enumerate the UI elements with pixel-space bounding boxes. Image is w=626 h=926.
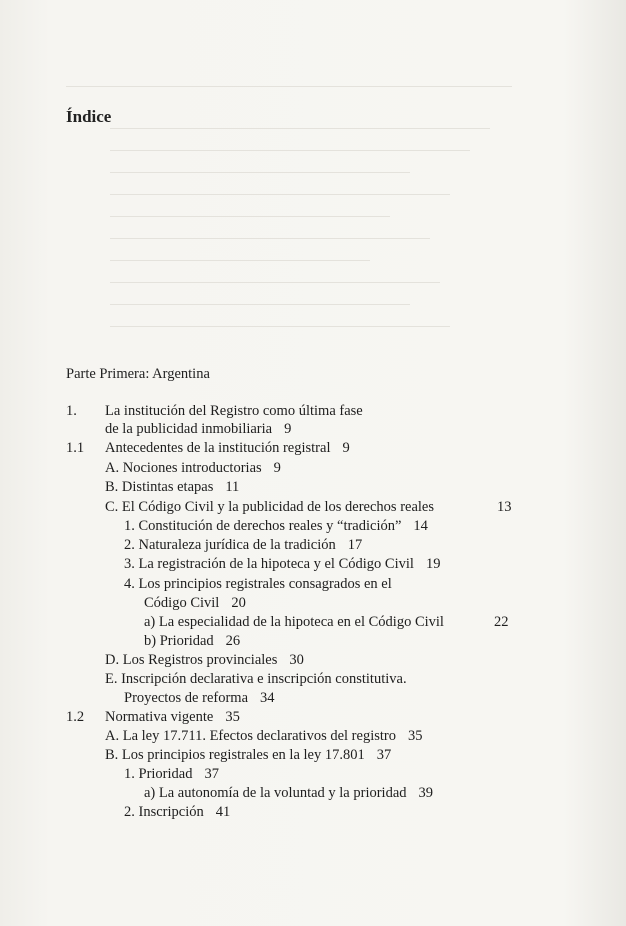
- toc-entry-text: 2. Inscripción: [124, 804, 204, 820]
- toc-entry: [124, 575, 392, 593]
- toc-entry-page: 37: [204, 766, 219, 782]
- toc-entry-text: de la publicidad inmobiliaria: [105, 421, 273, 437]
- toc-entry: [144, 613, 534, 631]
- toc-entry-page: 22: [494, 614, 509, 630]
- toc-entry: [105, 498, 525, 516]
- toc-entry-page: 26: [225, 633, 241, 649]
- toc-entry-text: D. Los Registros provinciales: [105, 652, 278, 668]
- toc-entry-text: 4. Los principios registrales consagrados en el: [124, 576, 392, 592]
- toc-entry-text: Proyectos de reforma: [124, 690, 249, 706]
- toc-entry-text: Antecedentes de la institución registral 9: [105, 440, 350, 456]
- toc-entry-text: a) La especialidad de la hipoteca en el Código Civil: [144, 614, 444, 630]
- toc-entry: [105, 746, 391, 764]
- toc-entry-page: 19: [425, 556, 441, 572]
- toc-entry: [124, 803, 230, 821]
- toc-entry: [105, 420, 291, 438]
- toc-entry-text: Normativa vigente 35: [105, 709, 240, 725]
- toc-entry-text: C. El Código Civil y la publicidad de los derechos reales: [105, 499, 435, 515]
- toc-entry-page: 41: [215, 804, 231, 820]
- toc-entry: [144, 632, 240, 650]
- toc-entry-page: 13: [497, 499, 512, 515]
- toc-entry: [105, 670, 407, 688]
- toc-entry-text: B. Distintas etapas: [105, 479, 214, 495]
- toc-entry-text: Código Civil: [144, 595, 220, 611]
- toc-entry-number: 1.2: [66, 709, 85, 725]
- toc-entry-page: 17: [347, 537, 363, 553]
- toc-entry: [124, 765, 219, 783]
- toc-entry-text: 3. La registración de la hipoteca y el Código Civil: [124, 556, 414, 572]
- toc-entry-text: A. Nociones introductorias: [105, 460, 262, 476]
- toc-entry: [105, 651, 304, 669]
- toc-entry-page: 9: [342, 440, 350, 456]
- toc-entry-text: E. Inscripción declarativa e inscripción constitutiva.: [105, 671, 407, 687]
- toc-entry-page: 9: [273, 460, 281, 476]
- toc-entry-page: 37: [376, 747, 392, 763]
- toc-entry: [124, 517, 428, 535]
- toc-entry: [105, 727, 422, 745]
- toc-entry: [105, 478, 239, 496]
- toc-entry-text: La institución del Registro como última fase: [105, 403, 363, 419]
- toc-entry-text: A. La ley 17.711. Efectos declarativos del registro: [105, 728, 396, 744]
- toc-entry: [124, 555, 440, 573]
- toc-entry-text: 2. Naturaleza jurídica de la tradición: [124, 537, 336, 553]
- toc-entry-number: 1.: [66, 403, 77, 419]
- toc-entry-page: 30: [289, 652, 304, 668]
- toc-entry-page: 14: [413, 518, 428, 534]
- toc-entry: [144, 594, 246, 612]
- toc-entry: [144, 784, 433, 802]
- toc-entry-text: a) La autonomía de la voluntad y la prioridad: [144, 785, 407, 801]
- toc-entry-page: 35: [225, 709, 240, 725]
- toc-entry-page: 35: [407, 728, 423, 744]
- toc-entry-text: B. Los principios registrales en la ley 17.801: [105, 747, 365, 763]
- toc-entry: [124, 689, 275, 707]
- toc-entry: [105, 459, 281, 477]
- toc-entry-page: 34: [260, 690, 275, 706]
- toc-entry: [124, 536, 362, 554]
- toc-entry-text: 1. Constitución de derechos reales y “tradición”: [124, 518, 402, 534]
- toc-entry-text: 1. Prioridad: [124, 766, 193, 782]
- part-heading: Parte Primera: Argentina: [66, 366, 210, 382]
- toc-entry-page: 9: [284, 421, 292, 437]
- toc-entry-page: 20: [231, 595, 246, 611]
- page-title: Índice: [66, 107, 112, 126]
- toc-entry-number: 1.1: [66, 440, 85, 456]
- toc-entry-text: b) Prioridad: [144, 633, 214, 649]
- toc-entry-page: 39: [418, 785, 434, 801]
- toc-entry-page: 11: [225, 479, 240, 495]
